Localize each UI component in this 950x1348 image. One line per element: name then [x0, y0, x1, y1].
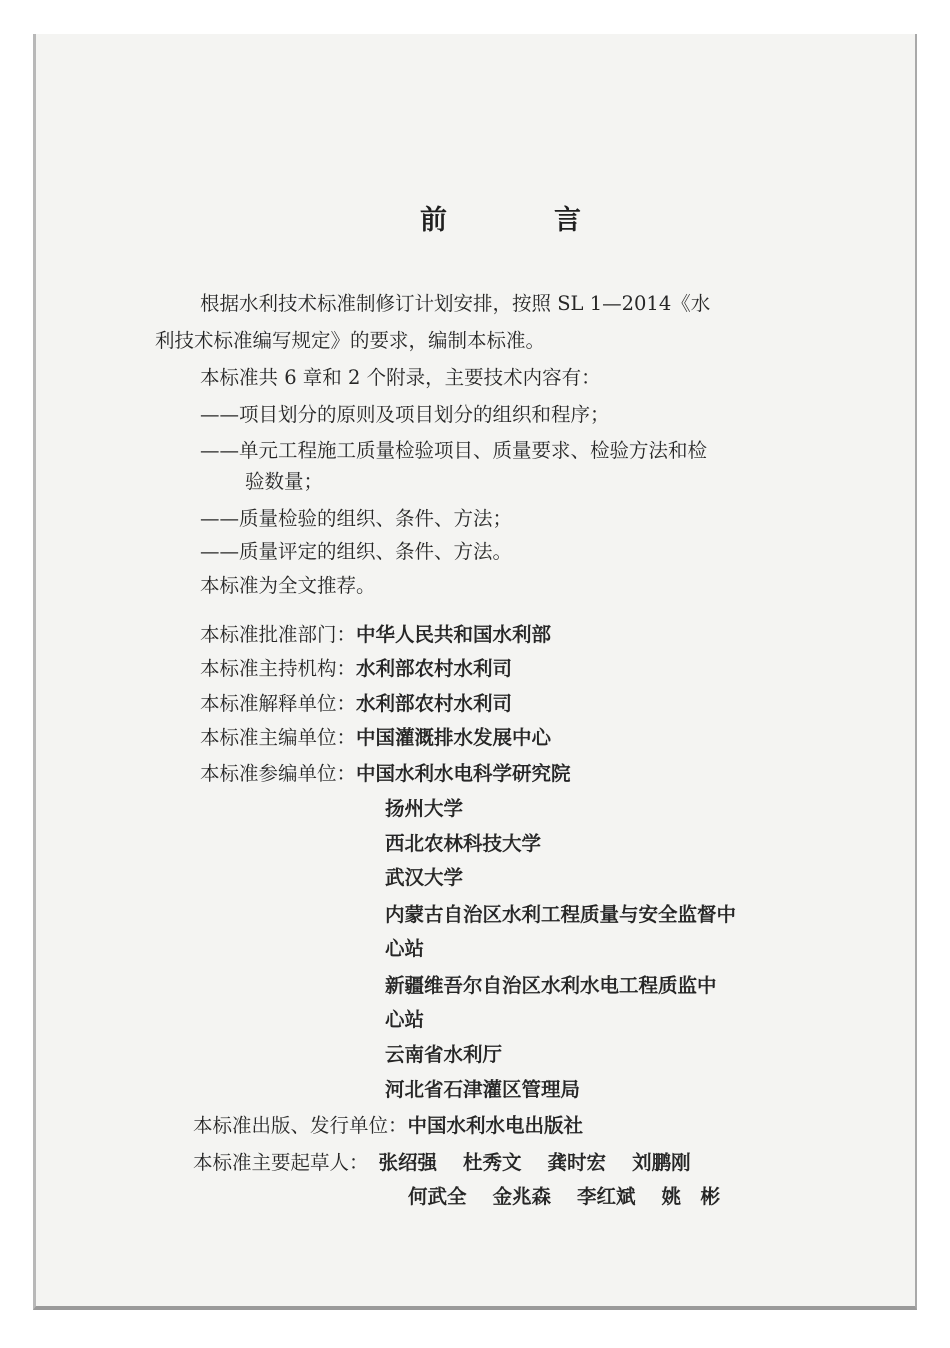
participant-6-cont: 心站 — [385, 1008, 425, 1031]
participant-2: 扬州大学 — [385, 797, 464, 820]
host-label: 本标准主持机构： — [200, 657, 357, 680]
recommend-line: 本标准为全文推荐。 — [200, 574, 376, 597]
publisher-value: 中国水利水电出版社 — [407, 1114, 584, 1137]
drafter-name: 刘鹏刚 — [632, 1151, 691, 1174]
approval-row — [200, 625, 551, 645]
intro-line-3: 本标准共 6 章和 2 个附录，主要技术内容有： — [200, 366, 601, 389]
approval-value: 中华人民共和国水利部 — [356, 623, 552, 646]
interpret-value: 水利部农村水利司 — [356, 692, 513, 715]
content-item-2-cont: 验数量； — [245, 470, 324, 493]
drafters-names-1 — [379, 1151, 717, 1174]
drafter-name: 杜秀文 — [463, 1151, 522, 1174]
intro-line-2: 利技术标准编写规定》的要求，编制本标准。 — [155, 329, 546, 352]
participant-5-cont: 心站 — [385, 937, 425, 960]
intro-line-1: 根据水利技术标准制修订计划安排，按照 SL 1—2014《水 — [200, 292, 711, 315]
participant-8: 河北省石津灌区管理局 — [385, 1078, 581, 1101]
drafter-name: 张绍强 — [378, 1151, 438, 1174]
participant-3: 西北农林科技大学 — [385, 832, 542, 855]
approval-label: 本标准批准部门： — [200, 623, 357, 646]
publisher-row — [193, 1116, 583, 1136]
page-title: 前 言 — [420, 205, 621, 236]
chief-value: 中国灌溉排水发展中心 — [356, 726, 552, 749]
drafter-name: 金兆森 — [492, 1185, 552, 1208]
drafter-name: 龚时宏 — [547, 1151, 607, 1174]
host-row — [200, 659, 512, 679]
participant-7: 云南省水利厅 — [385, 1043, 503, 1066]
publisher-label: 本标准出版、发行单位： — [193, 1114, 408, 1137]
participant-1: 中国水利水电科学研究院 — [356, 762, 571, 785]
drafters-row-1 — [193, 1153, 717, 1173]
interpret-label: 本标准解释单位： — [200, 692, 357, 715]
participant-4: 武汉大学 — [385, 866, 464, 889]
content-item-1: ——项目划分的原则及项目划分的组织和程序； — [200, 403, 610, 426]
drafters-label: 本标准主要起草人： — [193, 1151, 369, 1174]
chief-label: 本标准主编单位： — [200, 726, 357, 749]
drafter-name: 何武全 — [408, 1185, 467, 1208]
content-item-3: ——质量检验的组织、条件、方法； — [200, 507, 513, 530]
participant-6: 新疆维吾尔自治区水利水电工程质监中 — [385, 974, 717, 997]
content-item-4: ——质量评定的组织、条件、方法。 — [200, 540, 513, 563]
participate-row — [200, 764, 571, 784]
content-item-2: ——单元工程施工质量检验项目、质量要求、检验方法和检 — [200, 439, 708, 462]
drafter-name: 姚 彬 — [661, 1185, 721, 1208]
participate-label: 本标准参编单位： — [200, 762, 357, 785]
interpret-row — [200, 694, 512, 714]
drafter-name: 李红斌 — [577, 1185, 636, 1208]
participant-5: 内蒙古自治区水利工程质量与安全监督中 — [385, 903, 737, 926]
host-value: 水利部农村水利司 — [356, 657, 513, 680]
drafters-row-2 — [408, 1187, 746, 1207]
chief-row — [200, 728, 551, 748]
